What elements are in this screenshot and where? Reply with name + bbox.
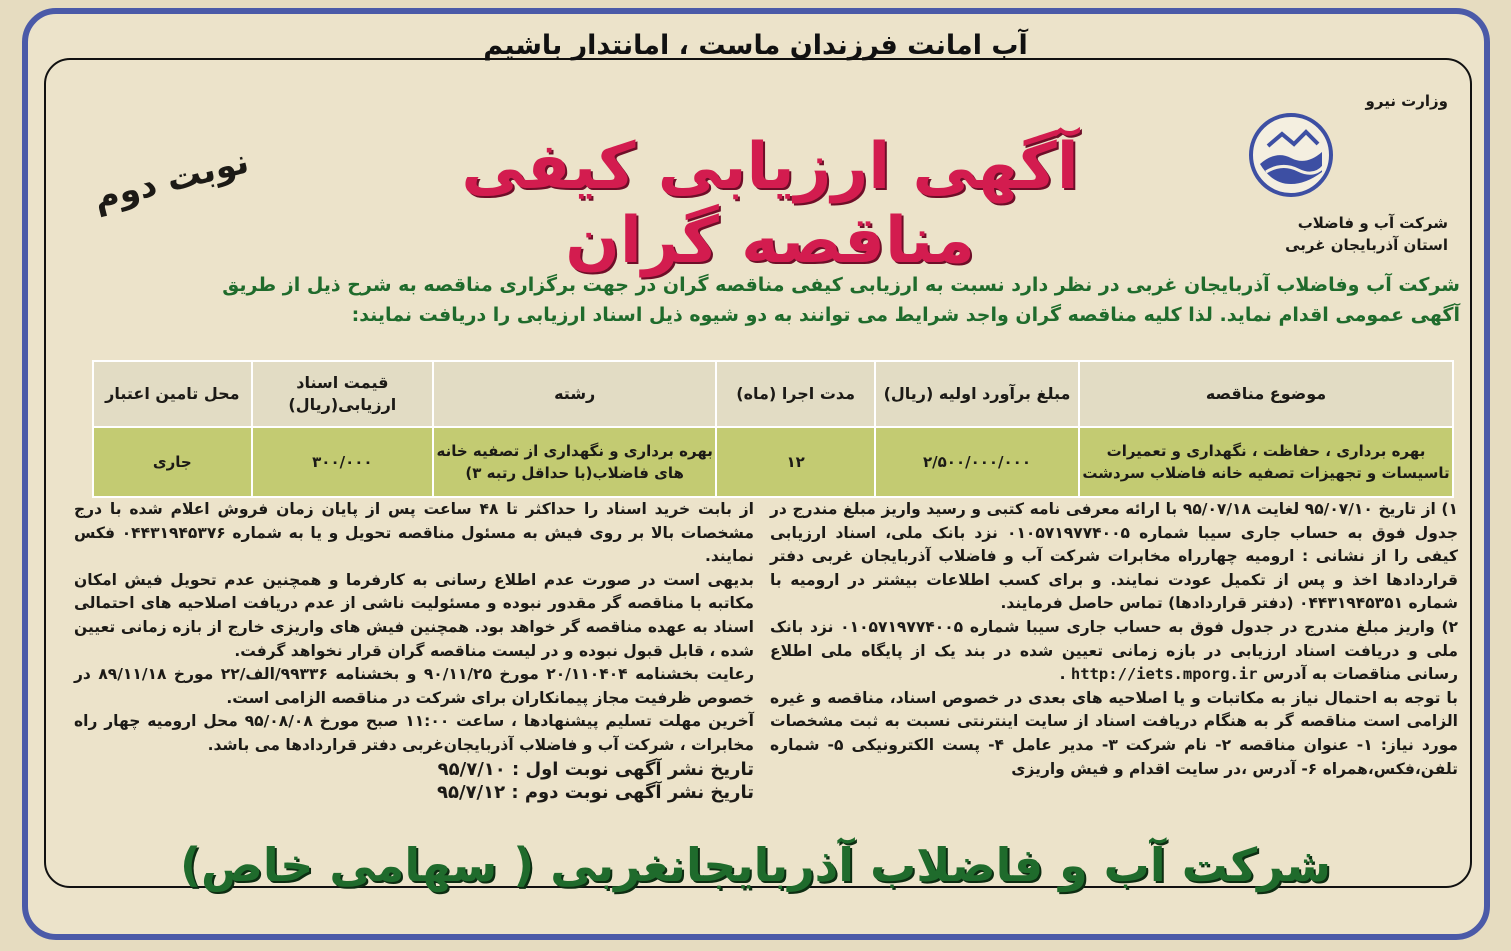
intro-text	[90, 270, 1460, 330]
org-name	[1218, 212, 1448, 256]
tender-table	[92, 360, 1454, 498]
left-paragraph-2: بدیهی است در صورت عدم اطلاع رسانی به کارفرما و همچنین عدم تحویل فیش امکان مکاتبه با مناقصه گر مقدور نبوده و مسئولیت ناشی از عدم دریافت اصلاحیه های احتمالی اسناد به عهده مناقصه گر خواهد بود. همچنین فیش های واریزی خارج از بازه زمانی تعیین شده ، قابل قبول نبوده و در لیست مناقصه گران قرار نخواهد گرفت.	[74, 570, 754, 660]
paragraph-1: ۱) از تاریخ ۹۵/۰۷/۱۰ لغایت ۹۵/۰۷/۱۸ با ارائه معرفی نامه کتبی و رسید واریز مبلغ مندرج در جدول فوق به حساب جاری سیبا شماره ۰۱۰۵۷۱۹۷۷۴۰۰۵ نزد بانک ملی، اسناد ارزیابی کیفی را از نشانی : ارومیه چهارراه مخابرات شرکت آب و فاضلاب آذربایجان غربی دفتر قراردادها اخذ و پس از تکمیل عودت نمایند. و برای کسب اطلاعات بیشتر در ارومیه با شماره ۰۴۴۳۱۹۴۵۳۵۱ (دفتر قراردادها) تماس حاصل فرمایند.	[770, 500, 1458, 613]
water-company-logo-icon	[1248, 112, 1334, 198]
header-duration: مدت اجرا (ماه)	[716, 361, 875, 427]
cell-field: بهره برداری و نگهداری از تصفیه خانه های فاضلاب(با حداقل رتبه ۳)	[433, 427, 716, 497]
cell-duration: ۱۲	[716, 427, 875, 497]
cell-estimate: ۲/۵۰۰/۰۰۰/۰۰۰	[875, 427, 1079, 497]
header-estimate: مبلغ برآورد اولیه (ریال)	[875, 361, 1079, 427]
ministry-label: وزارت نیرو	[1365, 92, 1448, 110]
cell-subject: بهره برداری ، حفاظت ، نگهداری و تعمیرات تاسیسات و تجهیزات تصفیه خانه فاضلاب سردشت	[1079, 427, 1453, 497]
header-doc-price: قیمت اسناد ارزیابی(ریال)	[252, 361, 433, 427]
left-paragraph-4: آخرین مهلت تسلیم پیشنهادها ، ساعت ۱۱:۰۰ صبح مورخ ۹۵/۰۸/۰۸ محل ارومیه چهار راه مخابرات ، شرکت آب و فاضلاب آذربایجان‌غربی دفتر قراردادها می باشد.	[74, 712, 754, 754]
publish-date-second: تاریخ نشر آگهی نوبت دوم : ۹۵/۷/۱۲	[437, 782, 754, 804]
intro-line2: آگهی عمومی اقدام نماید. لذا کلیه مناقصه گران واجد شرایط می توانند به دو شیوه ذیل اسناد ارزیابی را دریافت نمایند:	[351, 304, 1460, 326]
paragraph-3: با توجه به احتمال نیاز به مکاتبات و یا اصلاحیه های بعدی در خصوص اسناد، مناقصه و غیره الزامی است مناقصه گر به هنگام دریافت اسناد از سایت اینترنتی نسبت به ثبت مشخصات مورد نیاز: ۱- عنوان مناقصه ۲- نام شرکت ۳- مدیر عامل ۴- پست الکترونیکی ۵- شماره تلفن،فکس،همراه ۶- آدرس ،در سایت اقدام و فیش واریزی	[770, 688, 1459, 778]
text-column-left	[74, 498, 754, 805]
cell-doc-price: ۳۰۰/۰۰۰	[252, 427, 433, 497]
table-row	[93, 427, 1453, 497]
org-name-line2: استان آذربایجان غربی	[1285, 236, 1448, 254]
left-paragraph-3: رعایت بخشنامه ۲۰/۱۱۰۴۰۴ مورخ ۹۰/۱۱/۲۵ و بخشنامه ۹۹۳۳۶/الف/۲۲ مورخ ۸۹/۱۱/۱۸ در خصوص ظرفیت مجاز پیمانکاران برای شرکت در مناقصه الزامی است.	[74, 665, 755, 707]
header-field: رشته	[433, 361, 716, 427]
slogan: آب امانت فرزندان ماست ، امانتدار باشیم	[483, 30, 1028, 61]
header-subject: موضوع مناقصه	[1079, 361, 1453, 427]
cell-funding: جاری	[93, 427, 252, 497]
intro-line1: شرکت آب وفاضلاب آذربایجان غربی در نظر دارد نسبت به ارزیابی کیفی مناقصه گران در جهت برگزاری مناقصه به شرح ذیل از طریق	[222, 274, 1460, 296]
round-label: نوبت دوم	[89, 141, 253, 219]
text-column-right	[770, 498, 1458, 781]
tender-site-link[interactable]: http://iets.mporg.ir	[1070, 665, 1258, 684]
left-paragraph-1: از بابت خرید اسناد را حداکثر تا ۴۸ ساعت پس از پایان زمان فروش اعلام شده با درج مشخصات بالا بر روی فیش به مسئول مناقصه تحویل و یا به شماره ۰۴۴۳۱۹۴۵۳۷۶ فکس نمایند.	[74, 500, 754, 566]
paragraph-2: ۲) واریز مبلغ مندرج در جدول فوق به حساب جاری سیبا شماره ۰۱۰۵۷۱۹۷۷۴۰۰۵ نزد بانک ملی و دریافت اسناد ارزیابی در بازه زمانی تعیین شده در بند یک از پایگاه ملی اطلاع رسانی مناقصات به آدرس http://iets.mporg.ir .	[770, 617, 1458, 684]
header-funding: محل تامین اعتبار	[93, 361, 252, 427]
publish-date-first: تاریخ نشر آگهی نوبت اول : ۹۵/۷/۱۰	[437, 758, 754, 780]
footer-company-name: شرکت آب و فاضلاب آذربایجانغربی ( سهامی خاص)	[180, 838, 1331, 892]
paragraph-2-text: ۲) واریز مبلغ مندرج در جدول فوق به حساب جاری سیبا شماره ۰۱۰۵۷۱۹۷۷۴۰۰۵ نزد بانک ملی و دریافت اسناد ارزیابی در بازه زمانی تعیین شده در بند یک از پایگاه ملی اطلاع رسانی مناقصات به آدرس	[770, 617, 1458, 684]
org-name-line1: شرکت آب و فاضلاب	[1297, 214, 1448, 232]
table-header-row	[93, 361, 1453, 427]
page-title: آگهی ارزیابی کیفی مناقصه گران	[461, 130, 1079, 278]
